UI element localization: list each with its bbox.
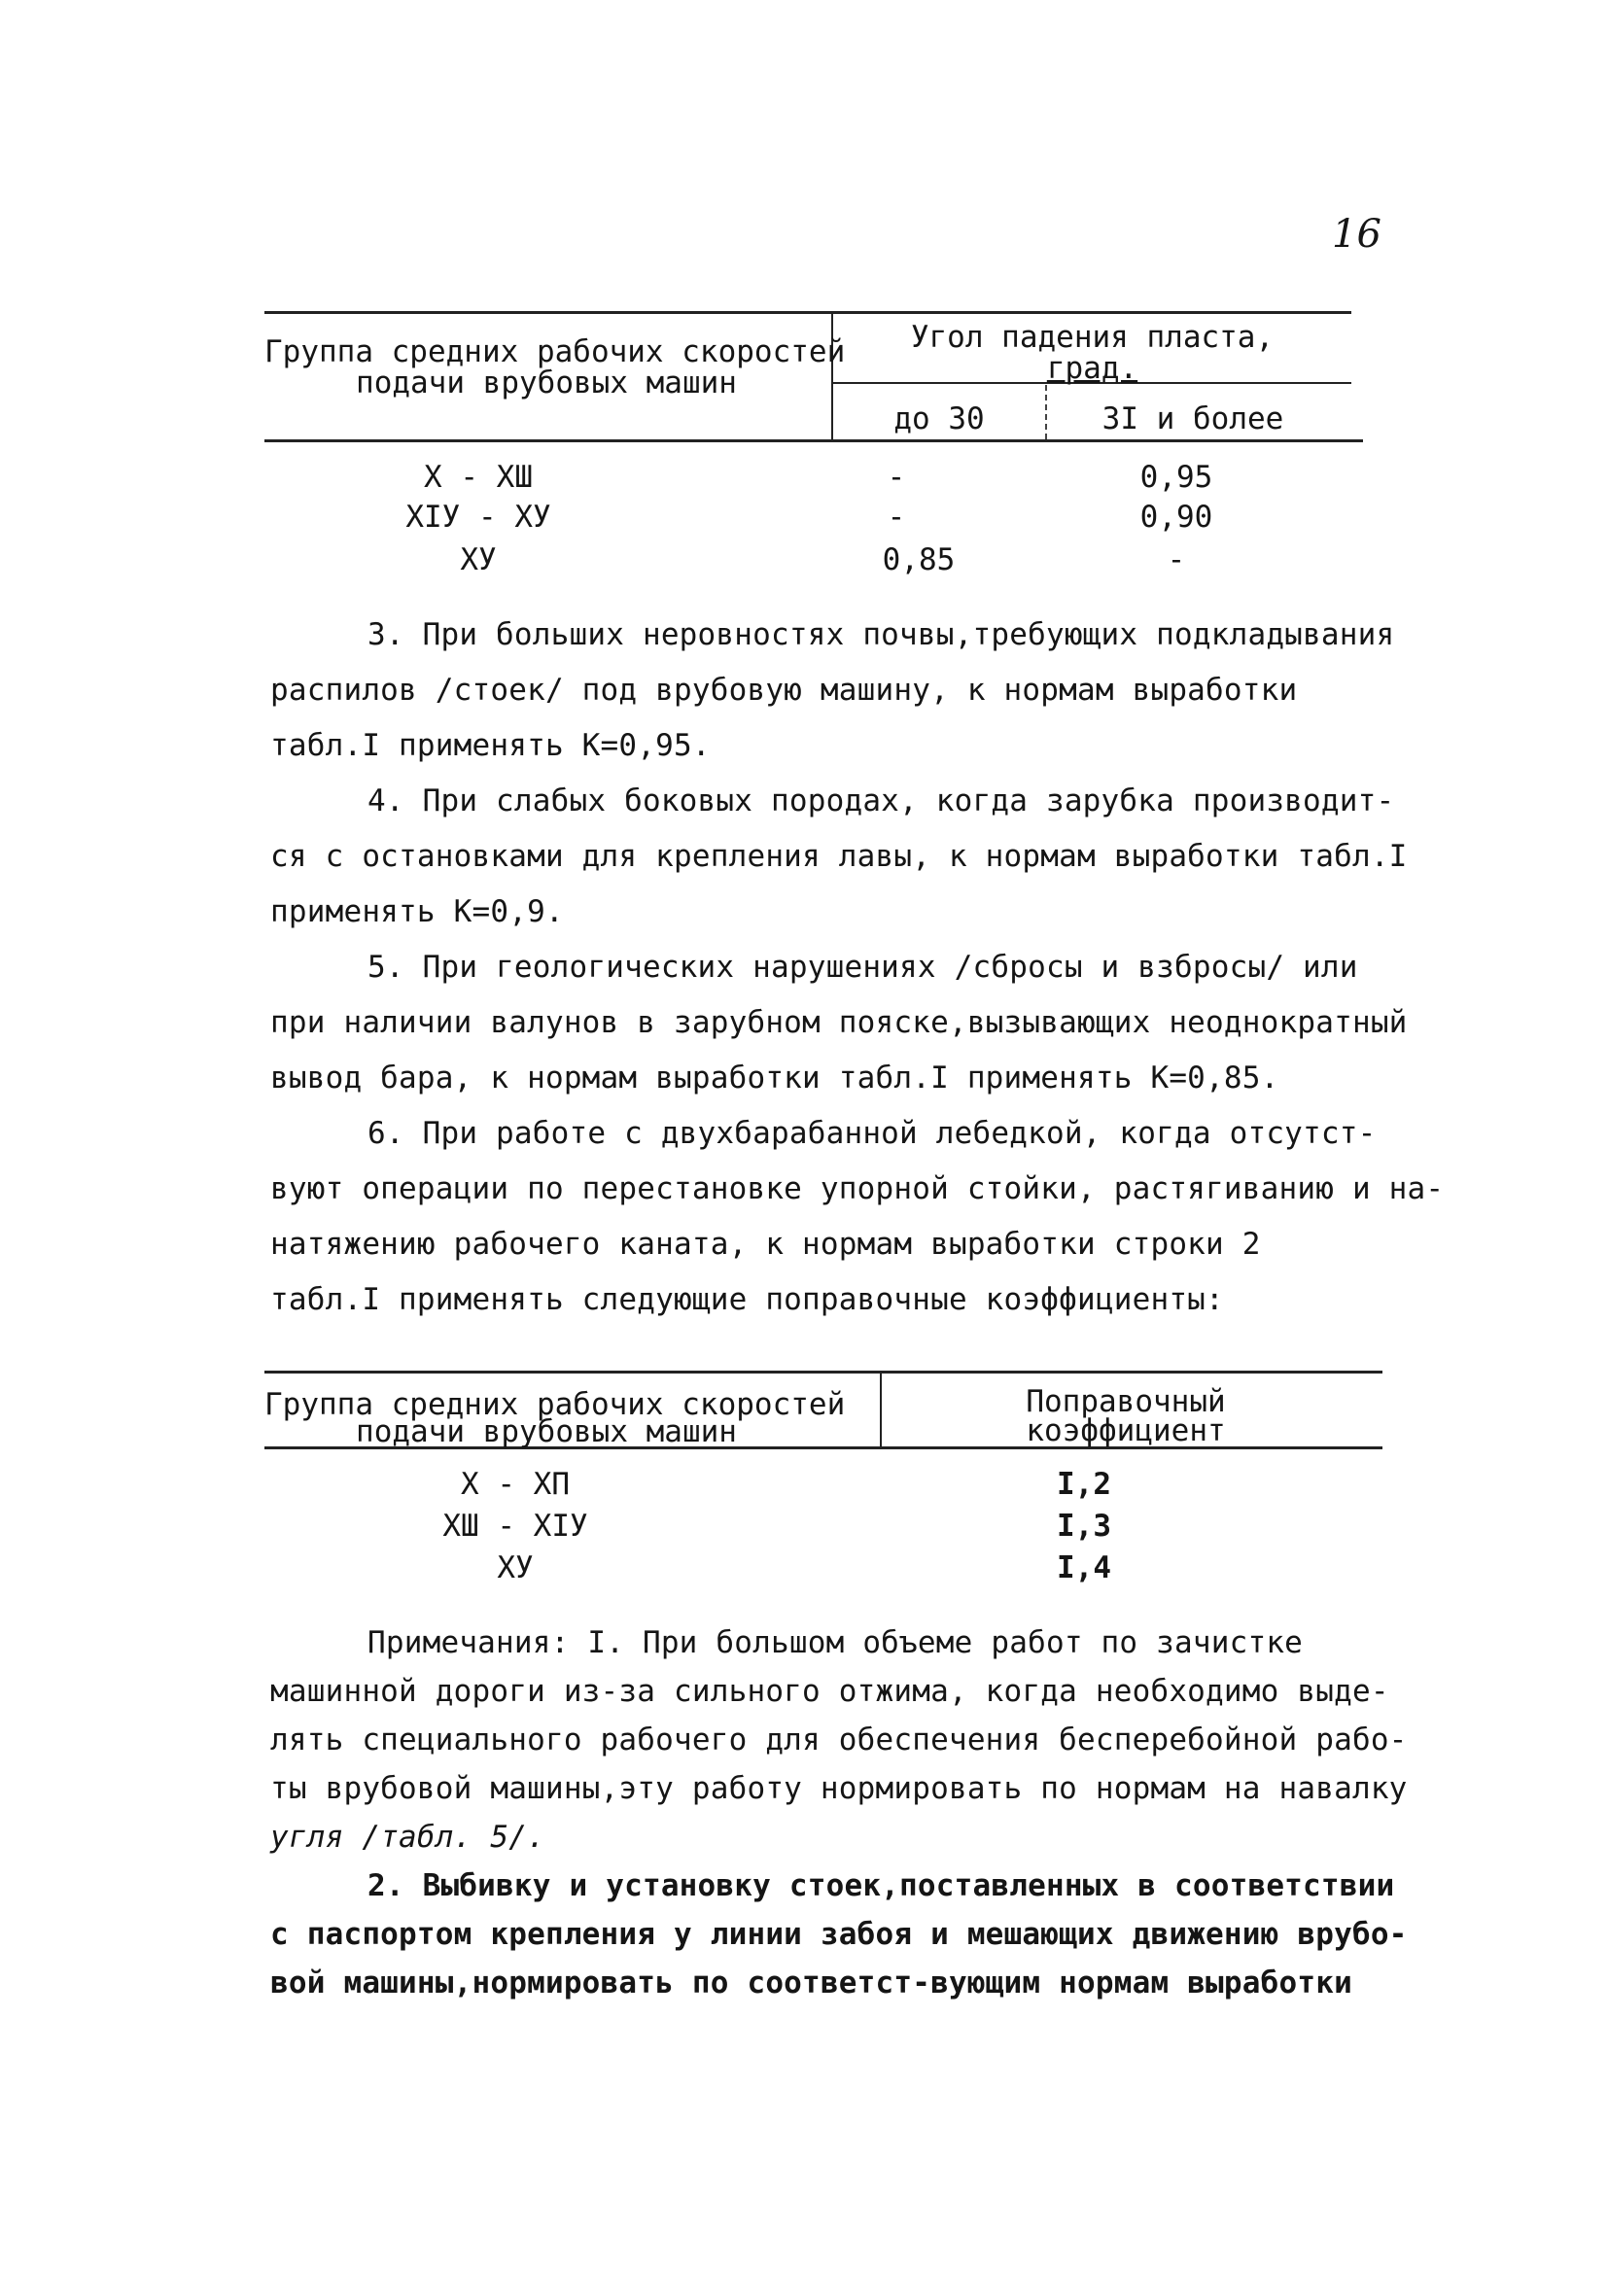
paragraph-line: ся с остановками для крепления лавы, к нормам выработки табл.I [270,839,1408,874]
note-line: 2. Выбивку и установку стоек,поставленных в соответствии [367,1868,1395,1903]
paragraph-line: 5. При геологических нарушениях /сбросы и взбросы/ или [367,950,1358,985]
table-2-cell-coef: I,2 [1057,1467,1111,1502]
paragraph-line: 6. При работе с двухбарабанной лебедкой, когда отсутст- [367,1116,1377,1151]
paragraph-line: применять К=0,9. [270,894,564,929]
table-2-cell-group: Х - ХП [461,1467,570,1502]
paragraph-line: вуют операции по перестановке упорной стойки, растягиванию и на- [270,1171,1445,1206]
table-1-cell-over31: 0,95 [1139,460,1213,495]
table-2-coef-header-line-2: коэффициент [1026,1413,1226,1448]
table-1-group-header-line-1: Угол падения пласта, [910,320,1275,355]
table-2-coef-header-line-1: Поправочный [1026,1384,1226,1419]
table-1-cell-upto30: 0,85 [882,542,956,577]
paragraph-line: вывод бара, к нормам выработки табл.I применять К=0,85. [270,1061,1279,1096]
paragraph-line: распилов /стоек/ под врубовую машину, к нормам выработки [270,673,1298,708]
paragraph-line: табл.I применять следующие поправочные коэффициенты: [270,1282,1224,1317]
table-2-cell-coef: I,4 [1057,1550,1111,1585]
paragraph-line: натяжению рабочего каната, к нормам выработки строки 2 [270,1227,1261,1262]
table-1-top-rule [264,311,1351,314]
paragraph-line: 4. При слабых боковых породах, когда зарубка производит- [367,783,1395,818]
notes [270,1618,1408,2007]
note-line: лять специального рабочего для обеспечения бесперебойной рабо- [270,1722,1408,1757]
note-line: угля /табл. 5/. [270,1820,545,1855]
table-2-top-rule [264,1371,1382,1374]
table-2-cell-group: ХУ [497,1550,534,1585]
paragraph-line: при наличии валунов в зарубном пояске,вызывающих неоднократный [270,1005,1408,1040]
note-line: Примечания: I. При большом объеме работ по зачистке [367,1625,1304,1660]
table-1-cell-over31: - [1167,542,1186,577]
table-2-cell-group: ХШ - ХIУ [442,1509,588,1544]
table-1-header-bottom-rule [264,439,1363,442]
paragraph-line: 3. При больших неровностях почвы,требующих подкладывания [367,617,1395,652]
table-2-col-header-line-2: подачи врубовых машин [356,1414,737,1449]
table-1-cell-group: Х - ХШ [424,460,533,495]
note-line: машинной дороги из-за сильного отжима, когда необходимо выде- [270,1674,1389,1709]
note-line: ты врубовой машины,эту работу нормировать по нормам на навалку [270,1771,1408,1806]
table-2-header-divider [880,1373,882,1446]
table-1-col-header-line-1: Группа средних рабочих скоростей [264,334,846,369]
table-1-cell-group: ХУ [460,542,497,577]
page-number: 16 [1332,212,1381,257]
table-1-cell-upto30: - [887,500,906,535]
table-2-cell-coef: I,3 [1057,1509,1111,1544]
table-1-cell-group: ХIУ - ХУ [405,500,551,535]
table-1-cell-over31: 0,90 [1139,500,1213,535]
table-1-cell-upto30: - [887,460,906,495]
table-1-col-header-line-2: подачи врубовых машин [356,365,737,400]
note-line: с паспортом крепления у линии забоя и мешающих движению врубо- [270,1917,1408,1952]
table-1-subheader-upto30: до 30 [893,401,985,436]
table-2-col-header-line-1: Группа средних рабочих скоростей [264,1387,846,1422]
note-line: вой машины,нормировать по соответст-вующим нормам выработки [270,1966,1352,2000]
table-1-group-header-line-2: град. [1046,351,1138,386]
table-1-subheader-over31: 3I и более [1101,401,1284,436]
paragraph-line: табл.I применять К=0,95. [270,728,711,763]
paragraphs-top [270,608,1444,1328]
